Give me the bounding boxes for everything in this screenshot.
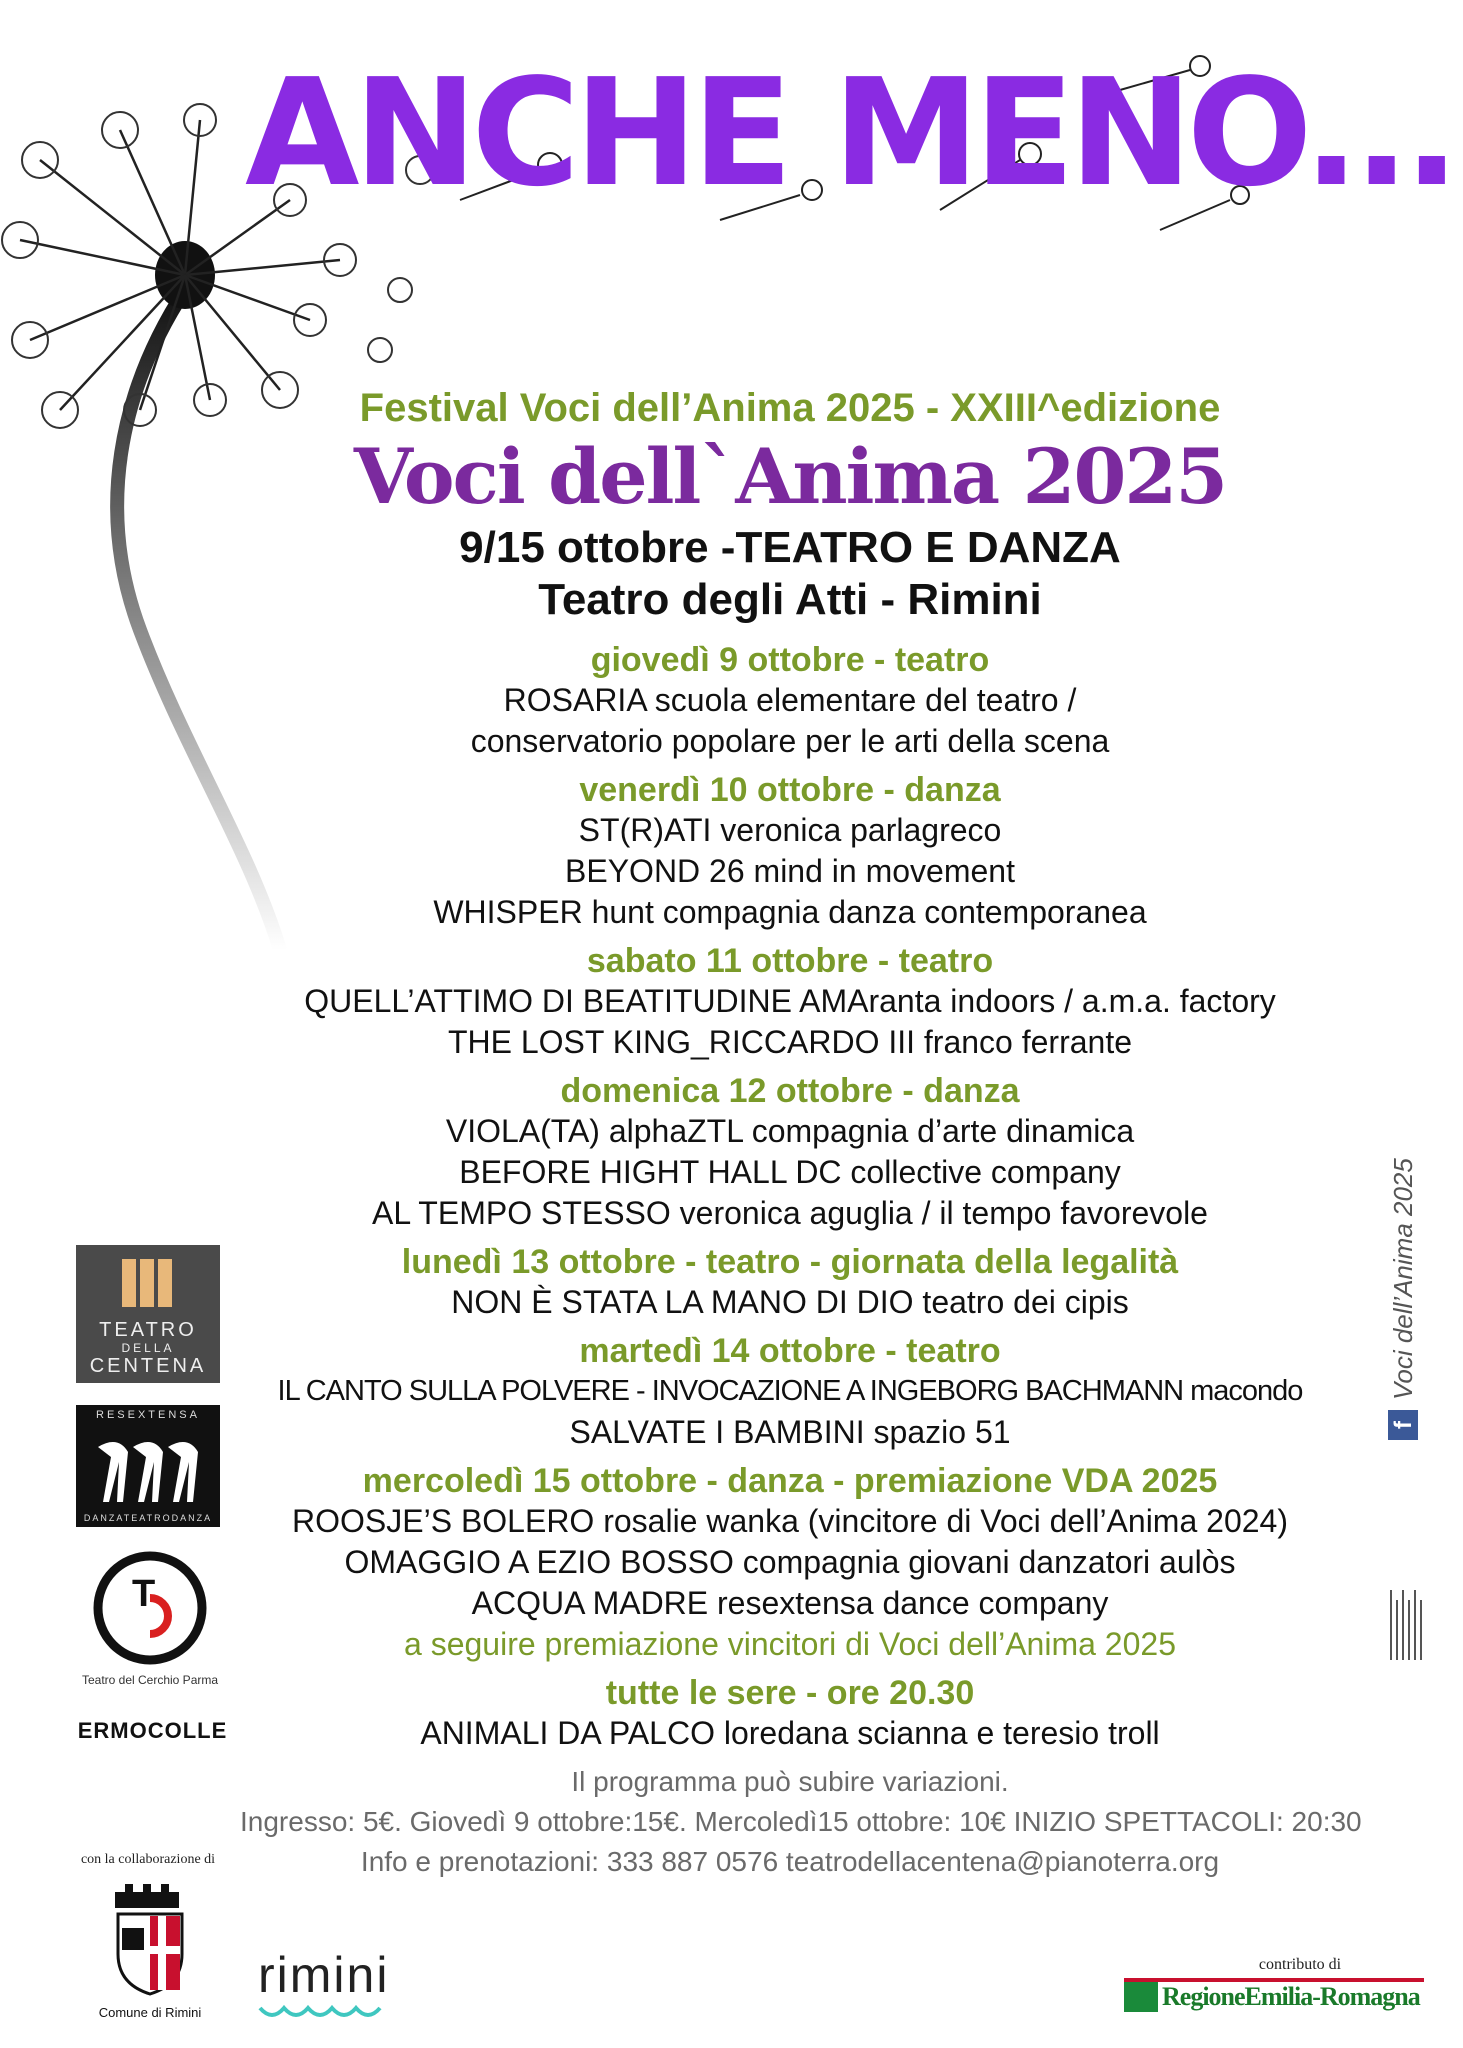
rimini-wordmark: rimini xyxy=(258,1947,390,2003)
cerchio-icon xyxy=(80,1548,220,1668)
dancers-icon xyxy=(88,1427,208,1507)
day-heading: giovedì 9 ottobre - teatro xyxy=(590,641,990,679)
show-line: AL TEMPO STESSO veronica aguglia / il tempo favorevole xyxy=(372,1195,1208,1231)
show-line: ANIMALI DA PALCO loredana scianna e teresio troll xyxy=(420,1715,1160,1751)
logo-text: DANZATEATRODANZA xyxy=(83,1513,213,1523)
program-day xyxy=(240,941,1340,1063)
show-line: BEYOND 26 mind in movement xyxy=(565,853,1015,889)
show-line: IL CANTO SULLA POLVERE - INVOCAZIONE A INGEBORG BACHMANN macondo xyxy=(277,1375,1303,1407)
day-heading: domenica 12 ottobre - danza xyxy=(560,1072,1020,1110)
show-line: ROSARIA scuola elementare del teatro / xyxy=(503,682,1077,718)
dates-line: 9/15 ottobre -TEATRO E DANZA xyxy=(459,523,1121,572)
show-line: NON È STATA LA MANO DI DIO teatro dei cipis xyxy=(451,1284,1129,1320)
teatro-centena-logo xyxy=(76,1245,220,1383)
show-line: THE LOST KING_RICCARDO III franco ferrante xyxy=(447,1024,1133,1060)
program-day xyxy=(240,1071,1340,1234)
festival-subtitle: Festival Voci dell’Anima 2025 - XXIII^edizione xyxy=(359,386,1221,430)
logo-caption: Teatro del Cerchio Parma xyxy=(81,1673,219,1687)
show-line: ROOSJE’S BOLERO rosalie wanka (vincitore di Voci dell’Anima 2024) xyxy=(292,1503,1288,1539)
facebook-label xyxy=(1385,1120,1421,1440)
waves-icon xyxy=(258,2000,408,2024)
contacts-info: Info e prenotazioni: 333 887 0576 teatrodellacentena@pianoterra.org xyxy=(360,1846,1220,1877)
teatro-cerchio-logo xyxy=(80,1548,220,1698)
day-heading: tutte le sere - ore 20.30 xyxy=(605,1674,975,1712)
event-title: Voci dell`Anima 2025 xyxy=(353,432,1227,521)
region-logo xyxy=(1124,1978,1424,2024)
variations-note: Il programma può subire variazioni. xyxy=(571,1766,1009,1797)
window-grid-icon xyxy=(122,1259,174,1307)
show-line: conservatorio popolare per le arti della scena xyxy=(470,723,1110,759)
day-heading: lunedì 13 ottobre - teatro - giornata della legalità xyxy=(401,1243,1179,1281)
svg-text:T: T xyxy=(132,1573,156,1615)
program-day xyxy=(240,1242,1340,1323)
logo-caption: Comune di Rimini xyxy=(98,2005,202,2020)
award-note: a seguire premiazione vincitori di Voci dell’Anima 2025 xyxy=(404,1626,1176,1662)
venue-line: Teatro degli Atti - Rimini xyxy=(538,575,1042,624)
show-line: BEFORE HIGHT HALL DC collective company xyxy=(459,1154,1121,1190)
logo-text: RESEXTENSA xyxy=(96,1409,200,1421)
logo-text: DELLA xyxy=(121,1341,175,1355)
logo-text: CENTENA xyxy=(89,1355,207,1377)
region-name: RegioneEmilia-Romagna xyxy=(1162,1982,1420,2011)
program-day xyxy=(240,640,1340,762)
resextensa-logo xyxy=(76,1405,220,1527)
day-heading: venerdì 10 ottobre - danza xyxy=(579,771,1001,809)
tickets-info: Ingresso: 5€. Giovedì 9 ottobre:15€. Mercoledì15 ottobre: 10€ INIZIO SPETTACOLI: 20:30 xyxy=(240,1806,1362,1837)
rimini-logo xyxy=(258,1947,408,2030)
show-line: OMAGGIO A EZIO BOSSO compagnia giovani danzatori aulòs xyxy=(344,1544,1236,1580)
ermocolle-logo: ERMOCOLLE xyxy=(77,1718,228,1743)
show-line: VIOLA(TA) alphaZTL compagnia d’arte dinamica xyxy=(445,1113,1135,1149)
contribution-label: contributo di xyxy=(1258,1956,1342,1973)
show-line: WHISPER hunt compagnia danza contemporanea xyxy=(433,894,1147,930)
program-list xyxy=(240,640,1362,1882)
collaboration-label: con la collaborazione di xyxy=(80,1852,216,1867)
day-heading: martedì 14 ottobre - teatro xyxy=(579,1332,1001,1370)
comune-rimini-logo xyxy=(100,1880,200,2030)
facebook-page-name: Voci dell’Anima 2025 xyxy=(1387,1158,1418,1400)
show-line: ACQUA MADRE resextensa dance company xyxy=(471,1585,1109,1621)
decorative-bars xyxy=(1388,1590,1424,1660)
program-day xyxy=(240,770,1340,933)
show-line: QUELL’ATTIMO DI BEATITUDINE AMAranta indoors / a.m.a. factory xyxy=(304,983,1276,1019)
program-day xyxy=(240,1331,1340,1453)
region-flag-icon xyxy=(1124,1982,1158,2012)
day-heading: sabato 11 ottobre - teatro xyxy=(586,942,994,980)
show-line: ST(R)ATI veronica parlagreco xyxy=(578,812,1002,848)
logo-text: TEATRO xyxy=(99,1319,197,1341)
show-line: SALVATE I BAMBINI spazio 51 xyxy=(569,1414,1011,1450)
day-heading: mercoledì 15 ottobre - danza - premiazione VDA 2025 xyxy=(362,1462,1218,1500)
coat-of-arms-icon xyxy=(100,1880,200,2000)
main-title: ANCHE MENO... xyxy=(245,47,1454,219)
program-day xyxy=(240,1673,1340,1754)
program-day xyxy=(240,1461,1340,1665)
facebook-icon: f xyxy=(1388,1410,1418,1440)
